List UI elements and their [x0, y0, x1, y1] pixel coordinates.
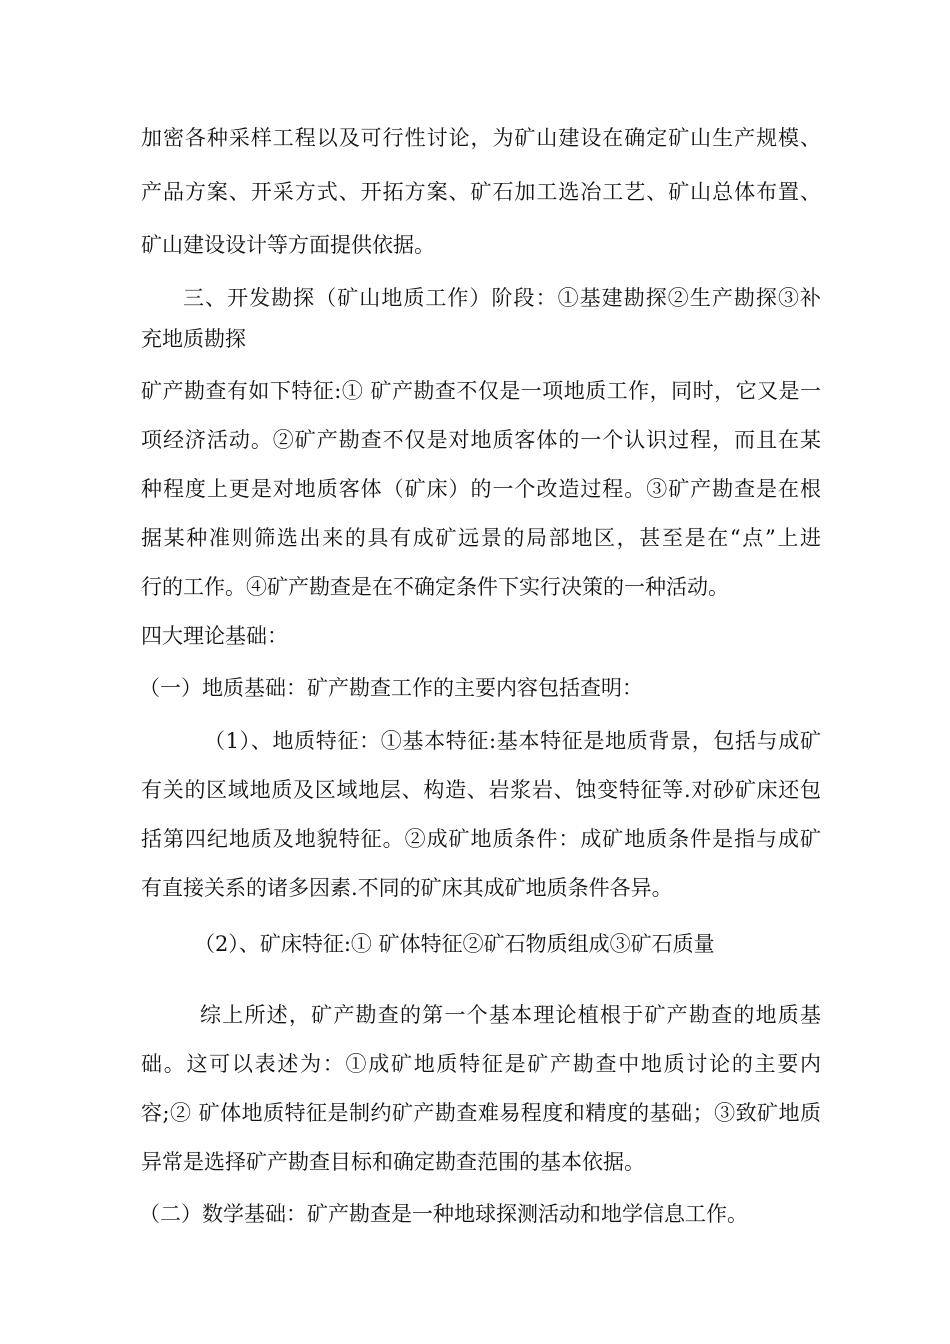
heading-line: 四大理论基础： [141, 624, 288, 648]
paragraph-line: 综上所述，矿产勘查的第一个基本理论植根于矿产勘查的地质基 [200, 1003, 821, 1027]
section-heading-line: 充地质勘探 [141, 327, 246, 351]
paragraph-line: 行的工作。④矿产勘查是在不确定条件下实行决策的一种活动。 [141, 575, 729, 599]
paragraph-line: 矿山建设设计等方面提供依据。 [141, 233, 435, 257]
paragraph-line: 产品方案、开采方式、开拓方案、矿石加工选冶工艺、矿山总体布置、 [141, 180, 821, 204]
paragraph-line: （2）、矿床特征:① 矿体特征②矿石物质组成③矿石质量 [194, 932, 715, 956]
paragraph-line: 有关的区域地质及区域地层、构造、岩浆岩、蚀变特征等.对砂矿床还包 [141, 778, 821, 802]
subheading-line: （一）地质基础：矿产勘查工作的主要内容包括查明： [139, 676, 643, 700]
paragraph-line: 有直接关系的诸多因素.不同的矿床其成矿地质条件各异。 [141, 876, 673, 900]
paragraph-line: 项经济活动。②矿产勘查不仅是对地质客体的一个认识过程，而且在某 [141, 428, 821, 452]
paragraph-line: 种程度上更是对地质客体（矿床）的一个改造过程。③矿产勘查是在根 [141, 477, 821, 501]
paragraph-line: 异常是选择矿产勘查目标和确定勘查范围的基本依据。 [141, 1150, 645, 1174]
paragraph-line: 矿产勘查有如下特征:① 矿产勘查不仅是一项地质工作，同时，它又是一 [141, 379, 821, 403]
paragraph-line: 础。这可以表述为：①成矿地质特征是矿产勘查中地质讨论的主要内 [141, 1052, 821, 1076]
paragraph-line: （1）、地质特征：①基本特征:基本特征是地质背景，包括与成矿 [204, 729, 821, 753]
subheading-line: （二）数学基础：矿产勘查是一种地球探测活动和地学信息工作。 [139, 1202, 748, 1226]
paragraph-line: 加密各种采样工程以及可行性讨论，为矿山建设在确定矿山生产规模、 [141, 126, 821, 150]
paragraph-line: 容;② 矿体地质特征是制约矿产勘查难易程度和精度的基础；③致矿地质 [141, 1101, 821, 1125]
section-heading-line: 三、开发勘探（矿山地质工作）阶段：①基建勘探②生产勘探③补 [183, 286, 821, 310]
paragraph-line: 括第四纪地质及地貌特征。②成矿地质条件：成矿地质条件是指与成矿 [141, 827, 821, 851]
paragraph-line: 据某种准则筛选出来的具有成矿远景的局部地区，甚至是在“点”上进 [141, 526, 821, 550]
